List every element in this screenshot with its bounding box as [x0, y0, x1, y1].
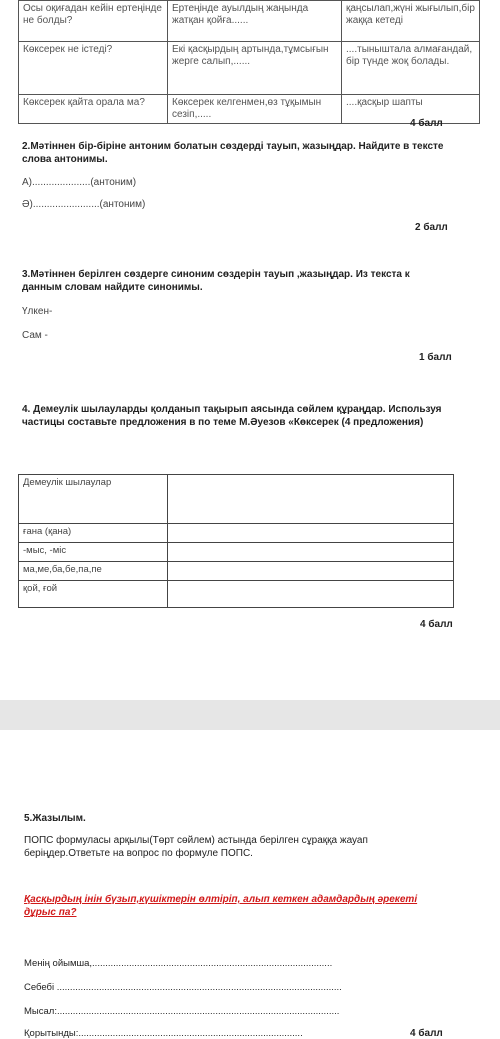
- particles-table: [18, 474, 454, 608]
- table-cell: [168, 524, 454, 543]
- table-row: [19, 524, 454, 543]
- table-header-cell: Демеулік шылаулар: [19, 475, 168, 524]
- answer-line: Мысал:...........................................................................................................: [24, 1006, 340, 1017]
- score-label: 1 балл: [419, 352, 452, 363]
- top-table: [18, 0, 480, 124]
- table-row: [19, 475, 454, 524]
- answer-line-a: А).....................(антоним): [22, 177, 137, 188]
- prompt-question: Қасқырдың інін бүзып,күшіктерін өлтіріп, алып кеткен адамдардың әрекеті дұрыс па?: [24, 894, 418, 918]
- table-cell: ғана (қана): [19, 524, 168, 543]
- table-cell: ....қасқыр шапты: [342, 95, 480, 124]
- table-row: [19, 543, 454, 562]
- score-label: 4 балл: [420, 619, 453, 630]
- table-row: [19, 42, 480, 95]
- answer-word-2: Сам -: [22, 330, 48, 341]
- table-cell: [168, 475, 454, 524]
- table-cell: Екі қасқырдың артында,тұмсығын жерге салып,......: [168, 42, 342, 95]
- table-cell: ма,ме,ба,бе,па,пе: [19, 562, 168, 581]
- question-3: 3.Мәтіннен берілген сөздерге синоним сөздерін тауып ,жазыңдар. Из текста к данным словам найдите синонимы.: [22, 269, 410, 293]
- table-cell: [168, 581, 454, 608]
- score-label: 4 балл: [410, 118, 443, 129]
- answer-line: Менің ойымша,...........................................................................................: [24, 958, 333, 969]
- table-cell: қаңсылап,жүні жығылып,бір жаққа кетеді: [342, 1, 480, 42]
- answer-word-1: Үлкен-: [22, 306, 53, 317]
- table-row: [19, 1, 480, 42]
- question-2: 2.Мәтіннен бір-біріне антоним болатын сөздерді тауып, жазыңдар. Найдите в тексте слова антонимы.: [22, 141, 444, 165]
- table-cell: Ертеңінде ауылдың жаңында жатқан қойға......: [168, 1, 342, 42]
- question-4: 4. Демеулік шылауларды қолданып тақырып аясында сөйлем құраңдар. Используя частицы составьте предложения в по теме М.Әуезов «Көксерек (4 предложения): [22, 404, 442, 428]
- table-cell: [168, 562, 454, 581]
- table-row: [19, 581, 454, 608]
- table-cell: ....тыныштала алмағандай, бір түнде жоқ болады.: [342, 42, 480, 95]
- table-cell: Көксерек қайта орала ма?: [19, 95, 168, 124]
- answer-line: Қорытынды:.....................................................................................: [24, 1028, 303, 1039]
- answer-line-b: Ә)........................(антоним): [22, 199, 146, 210]
- question-5: ПОПС формуласы арқылы(Төрт сөйлем) астында берілген сұраққа жауап беріңдер.Ответьте на вопрос по формуле ПОПС.: [24, 835, 368, 859]
- table-row: [19, 562, 454, 581]
- table-cell: [168, 543, 454, 562]
- page-break: [0, 700, 500, 730]
- score-label: 4 балл: [410, 1028, 443, 1039]
- table-cell: қой, ғой: [19, 581, 168, 608]
- score-label: 2 балл: [415, 222, 448, 233]
- table-cell: Осы оқиғадан кейін ертеңінде не болды?: [19, 1, 168, 42]
- table-cell: Көксерек не істеді?: [19, 42, 168, 95]
- table-cell: -мыс, -міс: [19, 543, 168, 562]
- table-cell: Көксерек келгенмен,өз тұқымын сезіп,.....: [168, 95, 342, 124]
- section-title: 5.Жазылым.: [24, 813, 86, 824]
- answer-line: Себебі ............................................................................................................: [24, 982, 342, 993]
